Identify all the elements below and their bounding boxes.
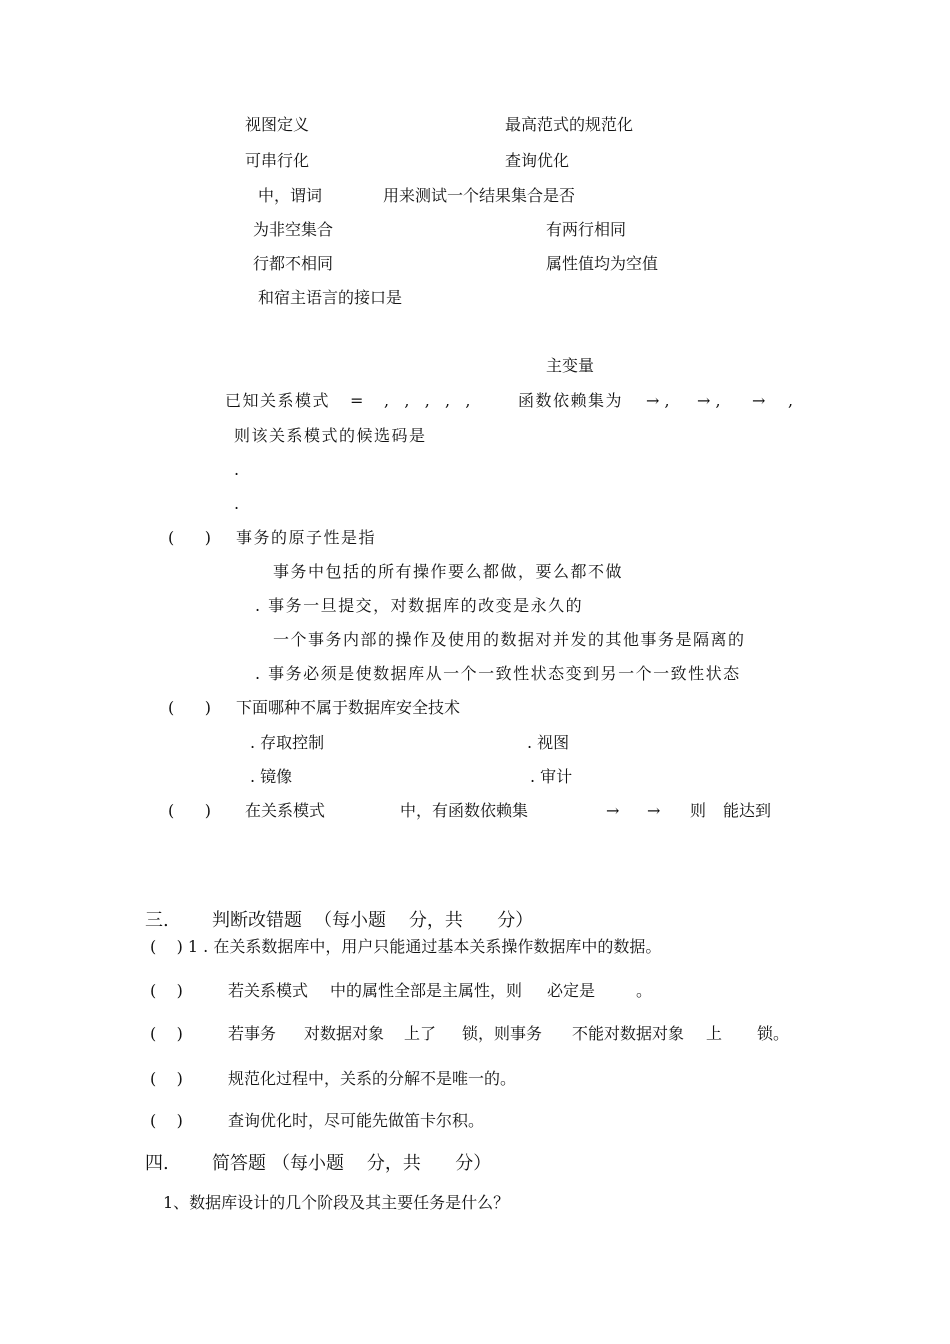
dependency-arrow: → , (697, 391, 721, 410)
section-number: 四. (145, 1153, 169, 1174)
true-false-item-3-text: 若事务 (228, 1024, 277, 1043)
true-false-item-2-text: 若关系模式 (228, 981, 309, 1000)
true-false-item-2-text: 必定是 (547, 981, 596, 1000)
true-false-item-2-text: 中的属性全部是主属性，则 (330, 981, 523, 1000)
option-c: 行都不相同 (253, 254, 334, 273)
equals-sign: = (350, 391, 364, 410)
comma: , (788, 391, 794, 410)
option-a: 事务中包括的所有操作要么都做，要么都不做 (273, 562, 624, 581)
question-stem: 中，谓词 (258, 186, 323, 205)
true-false-item-3-text: 上 (706, 1024, 723, 1043)
question-stem: 则该关系模式的候选码是 (234, 426, 427, 445)
question-stem: 事务的原子性是指 (236, 528, 377, 547)
option-c: 一个事务内部的操作及使用的数据对并发的其他事务是隔离的 (273, 630, 746, 649)
dependency-arrow: → , (646, 391, 670, 410)
true-false-item-3-text: 不能对数据对象 (572, 1024, 685, 1043)
section-number: 三. (145, 910, 169, 931)
option-host-variable: 主变量 (546, 356, 595, 375)
answer-paren: ( ) (168, 698, 211, 717)
option-b: . 事务一旦提交，对数据库的改变是永久的 (255, 596, 584, 615)
question-stem: 和宿主语言的接口是 (258, 288, 403, 307)
dependency-arrow: → (647, 801, 661, 820)
true-false-item-5-text: 查询优化时，尽可能先做笛卡尔积。 (228, 1111, 485, 1130)
option-d: . 审计 (530, 767, 573, 786)
answer-paren: ( ) (150, 1024, 183, 1043)
true-false-item-1: ( ) 1 . 在关系数据库中，用户只能通过基本关系操作数据库中的数据。 (150, 937, 662, 956)
option-highest-normal-form: 最高范式的规范化 (505, 115, 634, 134)
option-view-definition: 视图定义 (245, 115, 310, 134)
true-false-item-3-text: 锁。 (757, 1024, 790, 1043)
option-b: . 视图 (527, 733, 570, 752)
option-a: . 存取控制 (250, 733, 325, 752)
option-a: . (234, 460, 240, 479)
question-stem: 下面哪种不属于数据库安全技术 (236, 698, 461, 717)
option-b: 有两行相同 (546, 220, 627, 239)
section-title: 判断改错题 (212, 910, 302, 931)
answer-paren: ( ) (150, 1111, 183, 1130)
true-false-item-3-text: 对数据对象 (304, 1024, 385, 1043)
question-stem: 函数依赖集为 (518, 391, 624, 410)
option-a: 为非空集合 (253, 220, 334, 239)
answer-paren: ( ) (168, 528, 211, 547)
true-false-item-3-text: 锁，则事务 (462, 1024, 543, 1043)
answer-paren: ( ) (150, 1069, 183, 1088)
true-false-item-4-text: 规范化过程中，关系的分解不是唯一的。 (228, 1069, 517, 1088)
option-b: . (234, 494, 240, 513)
question-stem: 用来测试一个结果集合是否 (383, 186, 576, 205)
option-c: . 镜像 (250, 767, 293, 786)
answer-paren: ( ) (168, 801, 211, 820)
section-score: （每小题 分，共 分） (272, 1153, 492, 1174)
section-title: 简答题 (212, 1153, 266, 1174)
question-stem: 能达到 (723, 801, 772, 820)
option-query-optimization: 查询优化 (505, 151, 570, 170)
question-stem: 则 (690, 801, 707, 820)
section-score: （每小题 分，共 分） (314, 910, 534, 931)
attribute-commas: , , , , , (384, 391, 471, 410)
dependency-arrow: → (606, 801, 620, 820)
dependency-arrow: → (752, 391, 766, 410)
short-answer-question-1: 1、数据库设计的几个阶段及其主要任务是什么？ (163, 1193, 510, 1212)
true-false-item-2-text: 。 (636, 981, 653, 1000)
question-stem: 已知关系模式 (225, 391, 331, 410)
option-serializable: 可串行化 (245, 151, 310, 170)
option-d: . 事务必须是使数据库从一个一致性状态变到另一个一致性状态 (255, 664, 741, 683)
question-stem: 中，有函数依赖集 (400, 801, 529, 820)
answer-paren: ( ) (150, 981, 183, 1000)
option-d: 属性值均为空值 (546, 254, 659, 273)
question-stem: 在关系模式 (245, 801, 326, 820)
true-false-item-3-text: 上了 (404, 1024, 437, 1043)
